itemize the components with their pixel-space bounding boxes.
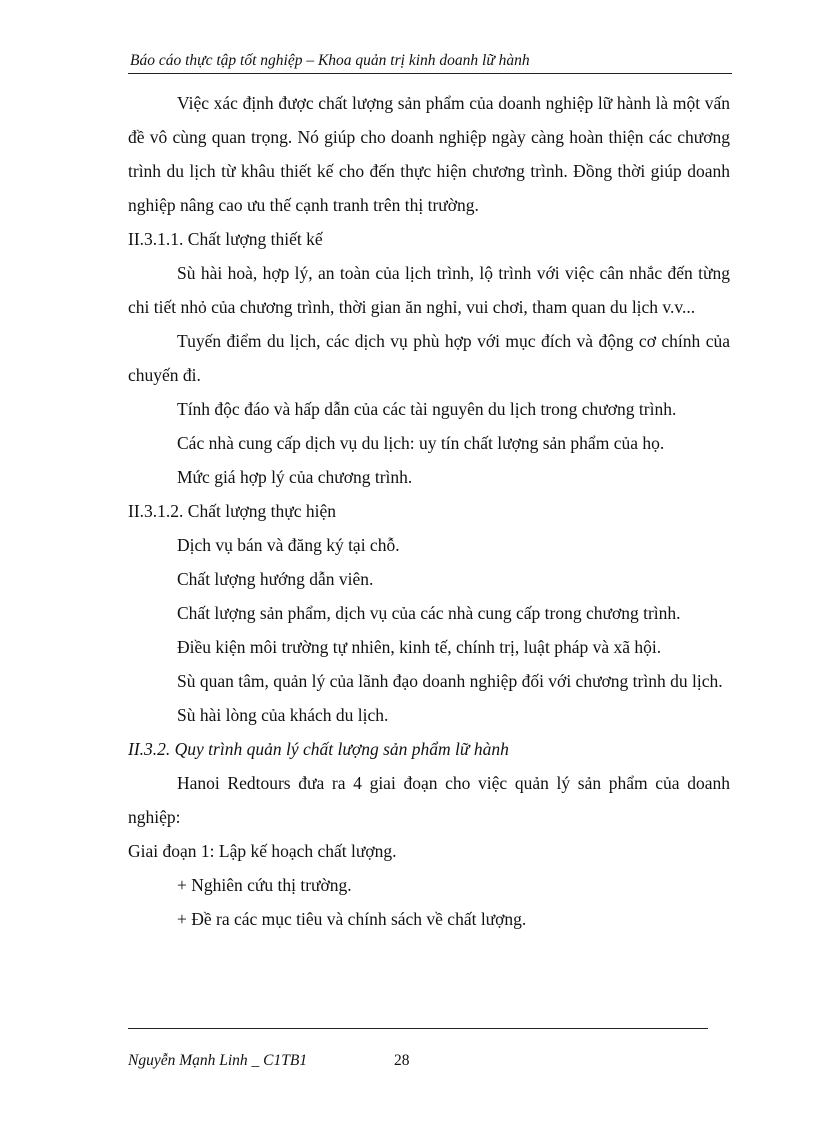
design-item-4: Các nhà cung cấp dịch vụ du lịch: uy tín chất lượng sản phẩm của họ.	[177, 433, 665, 453]
stage-1-item-1: + Nghiên cứu thị trường.	[177, 875, 352, 895]
design-item-2: Tuyến điểm du lịch, các dịch vụ phù hợp với mục đích và động cơ chính của chuyến đi.	[128, 331, 730, 385]
stage-1-heading: Giai đoạn 1: Lập kế hoạch chất lượng.	[128, 841, 397, 861]
stage-1-item-2: + Đề ra các mục tiêu và chính sách về chất lượng.	[177, 909, 527, 929]
section-heading-process: II.3.2. Quy trình quản lý chất lượng sản phẩm lữ hành	[128, 739, 509, 759]
impl-item-3: Chất lượng sản phẩm, dịch vụ của các nhà cung cấp trong chương trình.	[177, 603, 681, 623]
impl-item-6: Sù hài lòng của khách du lịch.	[177, 705, 389, 725]
impl-item-2: Chất lượng hướng dẫn viên.	[177, 569, 374, 589]
page-number: 28	[394, 1052, 410, 1069]
section-heading-implementation: II.3.1.2. Chất lượng thực hiện	[128, 501, 337, 521]
page-body	[128, 86, 730, 936]
design-item-5: Mức giá hợp lý của chương trình.	[177, 467, 413, 487]
design-item-3: Tính độc đáo và hấp dẫn của các tài nguyên du lịch trong chương trình.	[177, 399, 677, 419]
impl-item-1: Dịch vụ bán và đăng ký tại chỗ.	[177, 535, 400, 555]
footer-rule	[128, 1028, 708, 1029]
intro-paragraph: Việc xác định được chất lượng sản phẩm của doanh nghiệp lữ hành là một vấn đề vô cùng quan trọng. Nó giúp cho doanh nghiệp ngày càng hoàn thiện các chương trình du lịch từ khâu thiết kế cho đến thực hiện chương trình. Đồng thời giúp doanh nghiệp nâng cao ưu thế cạnh tranh trên thị trường.	[128, 93, 730, 215]
design-item-1: Sù hài hoà, hợp lý, an toàn của lịch trình, lộ trình với việc cân nhắc đến từng chi tiết nhỏ của chương trình, thời gian ăn nghỉ, vui chơi, tham quan du lịch v.v...	[128, 263, 730, 317]
section-heading-design: II.3.1.1. Chất lượng thiết kế	[128, 229, 323, 249]
footer-author: Nguyễn Mạnh Linh _ C1TB1	[128, 1052, 308, 1069]
header-rule	[128, 73, 732, 74]
impl-item-5: Sù quan tâm, quản lý của lãnh đạo doanh nghiệp đối với chương trình du lịch.	[177, 671, 723, 691]
process-intro: Hanoi Redtours đưa ra 4 giai đoạn cho việc quản lý sản phẩm của doanh nghiệp:	[128, 773, 730, 827]
impl-item-4: Điều kiện môi trường tự nhiên, kinh tế, chính trị, luật pháp và xã hội.	[177, 637, 662, 657]
running-header: Báo cáo thực tập tốt nghiệp – Khoa quản trị kinh doanh lữ hành	[130, 52, 530, 69]
